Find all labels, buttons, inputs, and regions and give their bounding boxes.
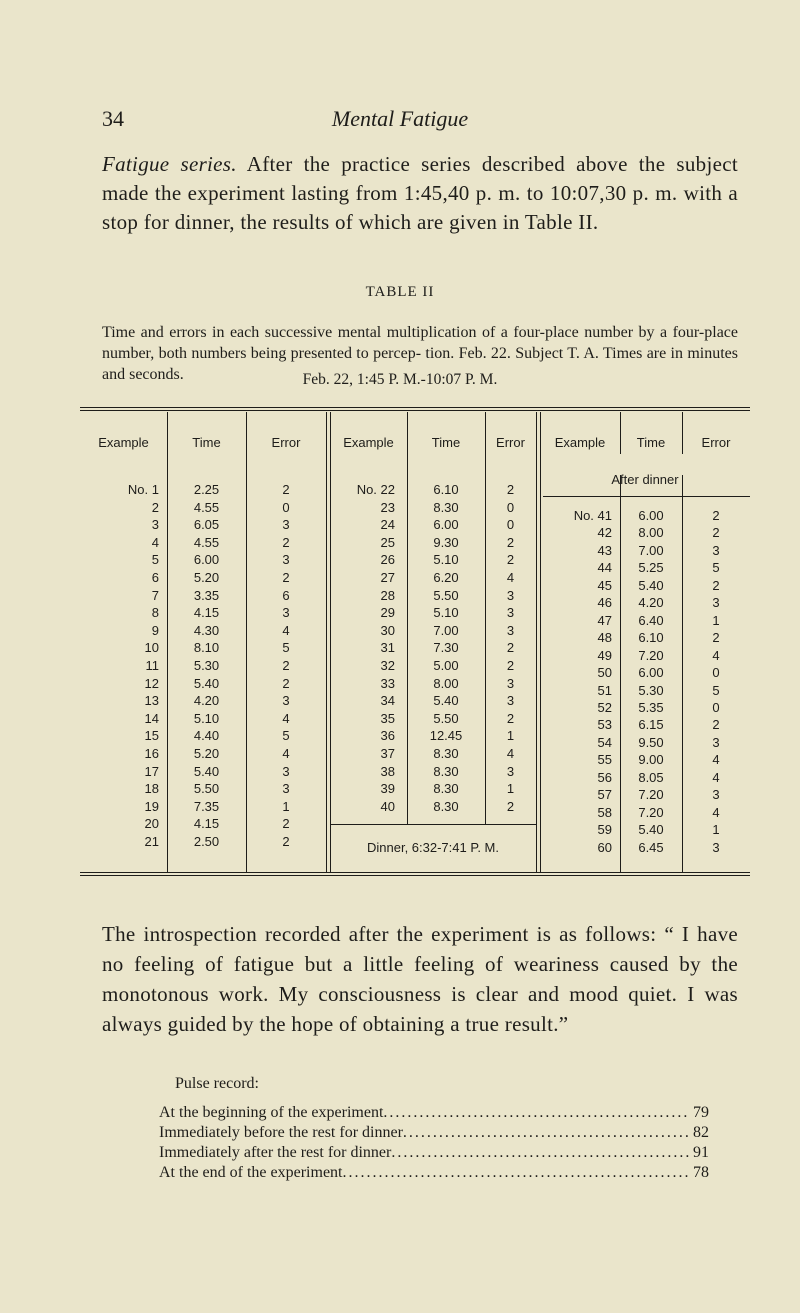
error-cell: 2	[712, 525, 720, 541]
example-cell: 6	[151, 570, 159, 585]
error-cell: 2	[282, 570, 290, 585]
time-cell: 5.30	[638, 682, 664, 698]
time-cell: 12.45	[429, 728, 463, 744]
error-cell: 2	[506, 710, 515, 726]
example-cell: No. 1	[127, 482, 159, 497]
time-cell: 9.50	[638, 734, 664, 750]
table-caption: Time and errors in each successive mental multiplication of a four-place number by a four-place number, both numbers being presented to percep- tion. Feb. 22. Subject T. A. Times are in minutes and seconds.	[102, 324, 738, 383]
example-cell: 10	[144, 640, 159, 656]
time-cell: 6.15	[638, 717, 664, 733]
pulse-value: 78	[693, 1164, 709, 1181]
error-cell: 3	[506, 763, 515, 779]
time-cell: 3.35	[193, 587, 220, 603]
example-cell: 52	[597, 699, 612, 715]
time-cell: 7.20	[638, 804, 664, 820]
error-cell: 4	[712, 769, 720, 785]
error-cell: 3	[506, 675, 515, 691]
example-cell: 15	[144, 728, 159, 744]
error-cell: 4	[282, 746, 290, 761]
error-cell: 1	[712, 822, 720, 838]
example-cell: 50	[597, 665, 612, 681]
time-cell: 5.50	[433, 710, 459, 726]
error-cell: 3	[506, 587, 515, 603]
pulse-label: Immediately after the rest for dinner	[159, 1144, 392, 1161]
error-cell: 2	[712, 630, 720, 646]
time-cell: 5.10	[433, 605, 459, 621]
after-dinner-rule	[543, 496, 750, 497]
page-number: 34	[102, 106, 124, 131]
time-cell: 9.00	[638, 752, 664, 768]
time-cell: 5.20	[193, 570, 220, 585]
error-cell: 3	[712, 542, 720, 558]
error-cell: 4	[712, 752, 720, 768]
leader-dots	[403, 1123, 689, 1143]
error-cell: 3	[712, 734, 720, 750]
pulse-row	[159, 1103, 709, 1123]
header-error-3: Error	[701, 435, 731, 450]
example-cell: 35	[380, 710, 395, 726]
table-bottom-rule	[80, 872, 750, 873]
pulse-row	[159, 1163, 709, 1183]
dinner-note: Dinner, 6:32-7:41 P. M.	[366, 840, 499, 855]
example-cell: 23	[380, 499, 395, 515]
example-cell: 5	[151, 552, 159, 568]
time-cell: 7.20	[638, 647, 664, 663]
example-cell: 4	[151, 534, 159, 550]
example-cell: 54	[597, 734, 612, 750]
example-cell: 58	[597, 804, 612, 820]
example-cell: 40	[380, 798, 395, 814]
time-cell: 9.30	[433, 534, 459, 550]
example-cell: 49	[597, 647, 612, 663]
time-cell: 5.40	[638, 822, 664, 838]
example-cell: 8	[151, 605, 159, 621]
time-cell: 5.25	[638, 560, 664, 576]
time-cell: 5.50	[433, 587, 459, 603]
introspection-paragraph: The introspection recorded after the experiment is as follows: “ I have no feeling of fatigue but a little feeling of weariness caused by the monotonous work. My consciousness is clear and mood quiet. I was always guided by the hope of obtaining a true result.”	[102, 922, 738, 1036]
pulse-value: 91	[693, 1144, 709, 1161]
time-cell: 5.10	[433, 552, 459, 568]
time-cell: 8.00	[433, 675, 459, 691]
time-cell: 2.25	[193, 482, 220, 497]
error-cell: 4	[506, 570, 515, 585]
time-cell: 8.30	[433, 781, 459, 797]
results-table	[80, 407, 750, 877]
example-cell: 38	[380, 763, 395, 779]
error-cell: 5	[712, 560, 720, 576]
error-cell: 1	[282, 798, 290, 814]
leader-dots	[391, 1143, 689, 1163]
time-cell: 7.35	[193, 798, 220, 814]
example-cell: 20	[144, 816, 159, 832]
error-cell: 2	[712, 717, 720, 733]
time-cell: 5.10	[193, 710, 220, 726]
header-time-3: Time	[636, 435, 666, 450]
example-cell: 55	[597, 752, 612, 768]
time-cell: 6.05	[193, 517, 220, 533]
example-cell: 14	[144, 710, 159, 726]
example-cell: 29	[380, 605, 395, 621]
example-cell: 17	[144, 763, 159, 779]
example-cell: 25	[380, 534, 395, 550]
intro-lead: Fatigue series.	[102, 152, 237, 176]
pulse-title: Pulse record:	[175, 1075, 259, 1092]
error-cell: 2	[282, 534, 290, 550]
pulse-label: At the beginning of the experiment	[159, 1104, 384, 1121]
example-cell: 36	[380, 728, 395, 744]
error-cell: 3	[282, 693, 290, 709]
example-cell: 32	[380, 658, 395, 673]
error-cell: 1	[506, 728, 515, 744]
time-cell: 8.30	[433, 798, 459, 814]
time-cell: 6.00	[433, 517, 459, 533]
example-cell: 21	[144, 834, 159, 849]
pulse-label: Immediately before the rest for dinner	[159, 1124, 403, 1141]
example-cell: 51	[597, 682, 612, 698]
header-time-2: Time	[431, 435, 461, 450]
error-cell: 2	[712, 508, 720, 523]
error-cell: 2	[506, 552, 515, 568]
example-cell: 43	[597, 542, 612, 558]
example-cell: 2	[151, 499, 159, 515]
time-cell: 4.20	[193, 693, 220, 709]
example-cell: 56	[597, 769, 612, 785]
error-cell: 2	[506, 798, 515, 814]
example-cell: 44	[597, 560, 612, 576]
example-cell: 28	[380, 587, 395, 603]
time-cell: 4.20	[638, 595, 664, 611]
time-cell: 7.30	[433, 640, 459, 656]
header-example-2: Example	[343, 435, 394, 450]
example-cell: 16	[144, 746, 159, 761]
example-cell: 33	[380, 675, 395, 691]
example-cell: 42	[597, 525, 612, 541]
leader-dots	[343, 1163, 690, 1183]
time-cell: 2.50	[193, 834, 220, 849]
header-example-1: Example	[98, 435, 149, 450]
time-cell: 6.20	[433, 570, 459, 585]
after-dinner-label: After dinner	[611, 472, 679, 487]
error-cell: 3	[282, 605, 290, 621]
error-cell: 4	[282, 710, 290, 726]
example-cell: 48	[597, 630, 612, 646]
example-cell: 59	[597, 822, 612, 838]
example-cell: 34	[380, 693, 395, 709]
error-cell: 3	[282, 763, 290, 779]
example-cell: 53	[597, 717, 612, 733]
time-cell: 4.55	[193, 534, 220, 550]
error-cell: 2	[712, 577, 720, 593]
example-cell: 45	[597, 577, 612, 593]
time-cell: 5.40	[433, 693, 459, 709]
time-cell: 6.10	[638, 630, 664, 646]
time-cell: 6.45	[638, 839, 664, 855]
time-cell: 6.00	[638, 508, 664, 523]
error-cell: 6	[282, 587, 290, 603]
error-cell: 4	[712, 804, 720, 820]
error-cell: 2	[282, 834, 290, 849]
error-cell: 2	[506, 482, 515, 497]
error-cell: 2	[506, 640, 515, 656]
time-cell: 4.15	[193, 816, 220, 832]
error-cell: 2	[282, 675, 290, 691]
header-example-3: Example	[554, 435, 606, 450]
example-cell: 60	[597, 839, 612, 855]
example-cell: 7	[151, 587, 159, 603]
time-cell: 5.20	[193, 746, 220, 761]
error-cell: 3	[506, 693, 515, 709]
example-cell: 19	[144, 798, 159, 814]
pulse-value: 82	[693, 1124, 709, 1141]
time-cell: 8.00	[638, 525, 664, 541]
header-time-1: Time	[192, 435, 221, 450]
time-cell: 5.50	[193, 781, 220, 797]
time-cell: 5.40	[193, 763, 220, 779]
example-cell: 46	[597, 595, 612, 611]
time-cell: 4.40	[193, 728, 220, 744]
error-cell: 3	[506, 622, 515, 638]
example-cell: 24	[380, 517, 395, 533]
error-cell: 0	[506, 499, 515, 515]
example-cell: 47	[597, 612, 612, 628]
dinner-rule	[330, 824, 536, 825]
example-cell: 57	[597, 787, 612, 803]
example-cell: 18	[144, 781, 159, 797]
error-cell: 1	[712, 612, 720, 628]
time-cell: 6.40	[638, 612, 664, 628]
example-cell: 26	[380, 552, 395, 568]
time-cell: 7.00	[433, 622, 459, 638]
error-cell: 2	[282, 482, 290, 497]
error-cell: 3	[506, 605, 515, 621]
time-cell: 7.20	[638, 787, 664, 803]
example-cell: 27	[380, 570, 395, 585]
example-cell: 12	[144, 675, 159, 691]
time-cell: 6.00	[638, 665, 664, 681]
error-cell: 5	[712, 682, 720, 698]
time-cell: 8.30	[433, 746, 459, 761]
intro-paragraph	[102, 150, 738, 237]
intro-text: After the practice series described above the subject made the experiment lasting from 1:45,40 p. m. to 10:07,30 p. m. with a stop for dinner, the results of which are given in Table II.	[102, 152, 738, 234]
time-cell: 4.15	[193, 605, 220, 621]
error-cell: 4	[506, 746, 515, 761]
table-top-rule-inner	[80, 410, 750, 411]
error-cell: 2	[282, 658, 290, 673]
example-cell: 9	[151, 622, 159, 638]
table-subcaption: Feb. 22, 1:45 P. M.-10:07 P. M.	[302, 371, 498, 388]
time-cell: 8.10	[193, 640, 220, 656]
error-cell: 5	[282, 728, 290, 744]
table-top-rule	[80, 407, 750, 408]
header-error-2: Error	[496, 435, 525, 450]
header-error-1: Error	[271, 435, 301, 450]
example-cell: No. 41	[573, 508, 612, 523]
example-cell: 13	[144, 693, 159, 709]
error-cell: 2	[282, 816, 290, 832]
time-cell: 5.35	[638, 699, 664, 715]
time-cell: 5.30	[193, 658, 220, 673]
time-cell: 5.00	[433, 658, 459, 673]
time-cell: 6.00	[193, 552, 220, 568]
error-cell: 3	[282, 517, 290, 533]
error-cell: 2	[506, 658, 515, 673]
col-divider	[536, 412, 537, 872]
error-cell: 0	[712, 699, 720, 715]
time-cell: 6.10	[433, 482, 459, 497]
error-cell: 5	[282, 640, 290, 656]
pulse-row	[159, 1143, 709, 1163]
error-cell: 0	[712, 665, 720, 681]
error-cell: 3	[712, 839, 720, 855]
error-cell: 3	[282, 552, 290, 568]
time-cell: 5.40	[193, 675, 220, 691]
time-cell: 8.30	[433, 499, 459, 515]
example-cell: 3	[151, 517, 159, 533]
table-title: TABLE II	[365, 284, 435, 300]
pulse-label: At the end of the experiment	[159, 1164, 343, 1181]
time-cell: 8.05	[638, 769, 664, 785]
error-cell: 4	[282, 622, 290, 638]
leader-dots	[383, 1103, 689, 1123]
time-cell: 8.30	[433, 763, 459, 779]
time-cell: 4.55	[193, 499, 220, 515]
error-cell: 4	[712, 647, 720, 663]
time-cell: 5.40	[638, 577, 664, 593]
pulse-row	[159, 1123, 709, 1143]
table-bottom-rule-inner	[80, 875, 750, 876]
error-cell: 3	[712, 787, 720, 803]
example-cell: 39	[380, 781, 395, 797]
example-cell: No. 22	[356, 482, 395, 497]
example-cell: 37	[380, 746, 395, 761]
error-cell: 3	[712, 595, 720, 611]
error-cell: 0	[506, 517, 515, 533]
time-cell: 4.30	[193, 622, 220, 638]
error-cell: 2	[506, 534, 515, 550]
pulse-value: 79	[693, 1104, 709, 1121]
error-cell: 0	[282, 499, 290, 515]
example-cell: 11	[145, 658, 159, 673]
example-cell: 31	[380, 640, 395, 656]
col-divider	[326, 412, 327, 872]
example-cell: 30	[380, 622, 395, 638]
error-cell: 3	[282, 781, 290, 797]
running-title: Mental Fatigue	[331, 106, 469, 131]
time-cell: 7.00	[638, 542, 664, 558]
error-cell: 1	[506, 781, 515, 797]
